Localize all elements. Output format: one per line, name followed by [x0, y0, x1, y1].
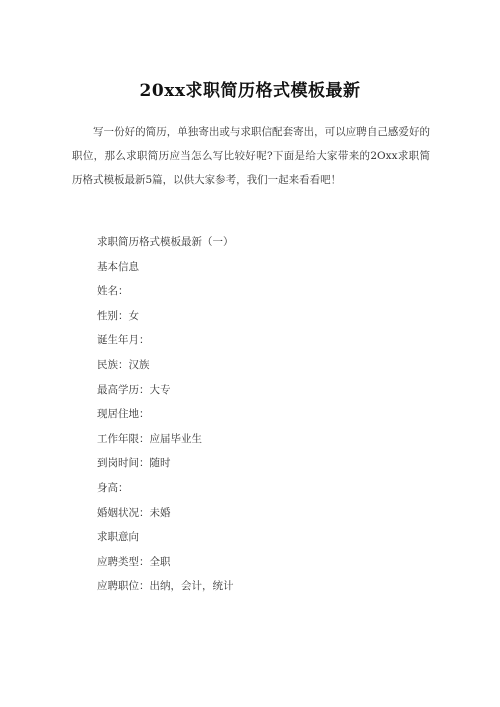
- field-name: 姓名：: [97, 285, 129, 298]
- section-heading-job-intention: 求职意向: [97, 531, 139, 544]
- section-heading-basic-info: 基本信息: [97, 260, 139, 273]
- resume-content: [97, 230, 427, 599]
- field-work-years: 工作年限：应届毕业生: [97, 432, 202, 445]
- field-residence: 现居住地：: [97, 408, 150, 421]
- field-birth-date: 诞生年月：: [97, 334, 150, 347]
- section-heading-template-1: 求职简历格式模板最新（一）: [97, 236, 234, 248]
- field-gender: 性别：女: [97, 309, 139, 322]
- field-marital-status: 婚姻状况：未婚: [97, 506, 171, 519]
- field-job-position: 应聘职位：出纳，会计，统计: [97, 580, 234, 593]
- field-education: 最高学历：大专: [97, 383, 171, 396]
- document-title: 20xx求职简历格式模板最新: [139, 81, 361, 101]
- field-height: 身高：: [97, 481, 129, 494]
- field-job-type: 应聘类型：全职: [97, 555, 171, 568]
- field-ethnicity: 民族：汉族: [97, 358, 150, 371]
- field-start-time: 到岗时间：随时: [97, 457, 171, 470]
- intro-paragraph: 写一份好的简历，单独寄出或与求职信配套寄出，可以应聘自己感爱好的职位，那么求职简历应当怎么写比较好呢?下面是给大家带来的2Oxx求职简历格式模板最新5篇，以供大家参考，我们一起来看看吧！: [72, 126, 430, 186]
